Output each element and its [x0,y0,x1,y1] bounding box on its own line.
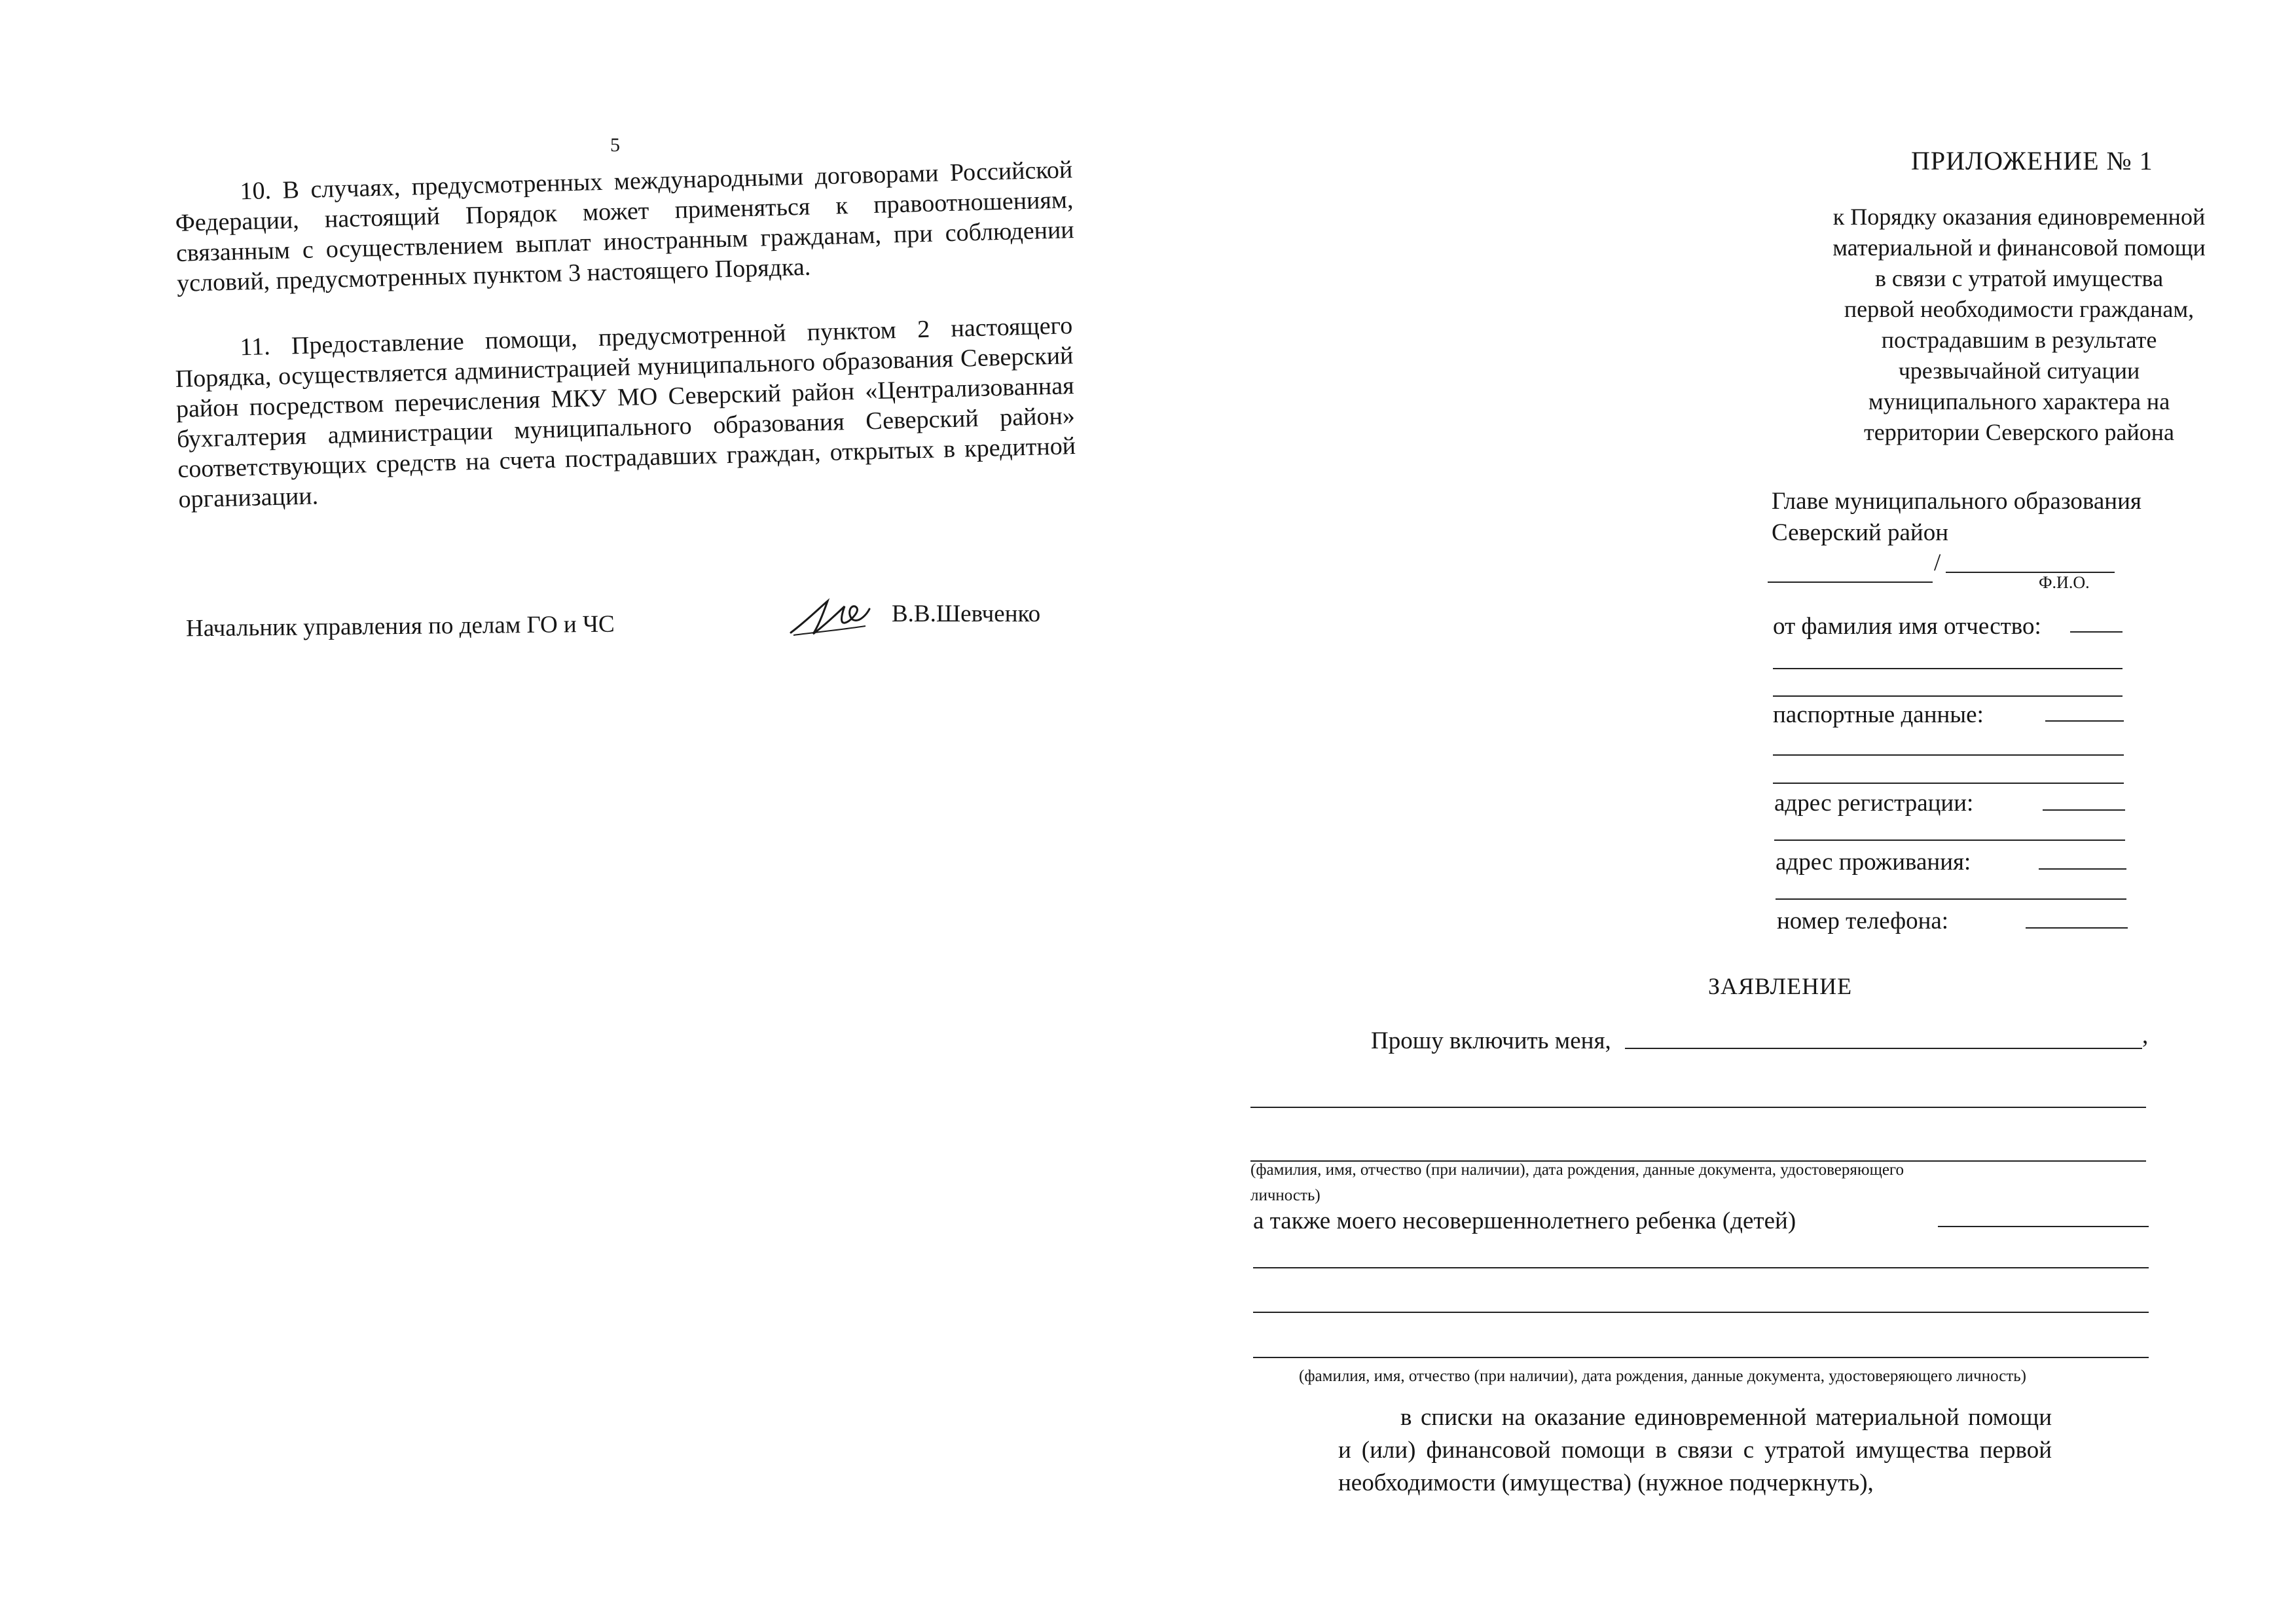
live-address-field[interactable] [2039,868,2126,870]
clause-10: 10. В случаях, предусмотренных международными договорами Российской Федерации, настоящий Порядок может применяться к правоотношениям, связанным с осуществлением выплат иностранным гражданам, при соблюдении условий, предусмотренных пунктом 3 настоящего Порядка. [175,156,1075,297]
annex-title: ПРИЛОЖЕНИЕ № 1 [1911,146,2153,175]
children-label: а также моего несовершеннолетнего ребенка (детей) [1253,1208,1796,1234]
annex-subtitle-line: территории Северского района [1864,419,2174,445]
caption-1b: личность) [1250,1187,1321,1204]
addressee-line: Главе муниципального образования [1772,488,2141,515]
reg-address-label: адрес регистрации: [1774,790,1974,817]
passport-field-line[interactable] [1773,754,2124,756]
children-field-line[interactable] [1253,1267,2149,1268]
from-field-line[interactable] [1773,668,2123,669]
request-field-line[interactable] [1250,1107,2146,1108]
slash: / [1934,549,1941,576]
children-field-line[interactable] [1253,1357,2149,1358]
annex-subtitle-line: материальной и финансовой помощи [1832,234,2206,261]
from-field-line[interactable] [1773,695,2123,697]
passport-field-line[interactable] [1773,783,2124,784]
caption-1: (фамилия, имя, отчество (при наличии), дата рождения, данные документа, удостоверяющего [1250,1161,1904,1179]
passport-label: паспортные данные: [1773,701,1984,728]
annex-subtitle-line: муниципального характера на [1868,388,2170,415]
children-field-line[interactable] [1253,1312,2149,1313]
handwritten-signature [787,595,872,640]
annex-subtitle-line: пострадавшим в результате [1881,327,2157,353]
closing-paragraph: в списки на оказание единовременной материальной помощи и (или) финансовой помощи в связи с утратой имущества первой необходимости (имущества) (нужное подчеркнуть), [1338,1404,2052,1496]
right-page [1148,0,2296,1624]
phone-label: номер телефона: [1777,908,1949,934]
from-field[interactable] [2070,631,2123,633]
live-address-label: адрес проживания: [1776,849,1971,876]
live-address-field-line[interactable] [1776,898,2126,900]
children-field[interactable] [1938,1226,2149,1227]
signature-field[interactable] [1768,581,1933,583]
from-label: от фамилия имя отчество: [1773,613,2041,640]
annex-subtitle [1810,202,2229,448]
annex-subtitle-line: в связи с утратой имущества [1874,265,2164,291]
reg-address-field[interactable] [2043,809,2125,811]
page-number: 5 [610,134,620,156]
addressee-block [1772,486,2141,549]
signer-name: В.В.Шевченко [892,600,1041,627]
comma: , [2142,1022,2149,1049]
reg-address-field-line[interactable] [1774,840,2125,841]
request-label: Прошу включить меня, [1371,1027,1611,1054]
annex-subtitle-line: к Порядку оказания единовременной [1832,204,2206,230]
annex-subtitle-line: чрезвычайной ситуации [1898,358,2140,384]
document-title: ЗАЯВЛЕНИЕ [1708,973,1853,999]
phone-field[interactable] [2026,927,2128,929]
clause-11: 11. Предоставление помощи, предусмотренной пунктом 2 настоящего Порядка, осуществляется администрацией муниципального образования Северский район посредством перечисления МКУ МО Северский район «Централизованная бухгалтерия администрации муниципального образования Северский район» соответствующих средств на счета пострадавших граждан, открытых в кредитной организации. [175,312,1076,513]
signer-title: Начальник управления по делам ГО и ЧС [185,610,615,642]
passport-field[interactable] [2045,720,2124,722]
request-field[interactable] [1625,1048,2142,1049]
addressee-line: Северский район [1772,519,1949,546]
caption-2: (фамилия, имя, отчество (при наличии), дата рождения, данные документа, удостоверяющего личность) [1299,1367,2026,1385]
fio-label: Ф.И.О. [2039,573,2090,592]
annex-subtitle-line: первой необходимости гражданам, [1844,296,2195,322]
